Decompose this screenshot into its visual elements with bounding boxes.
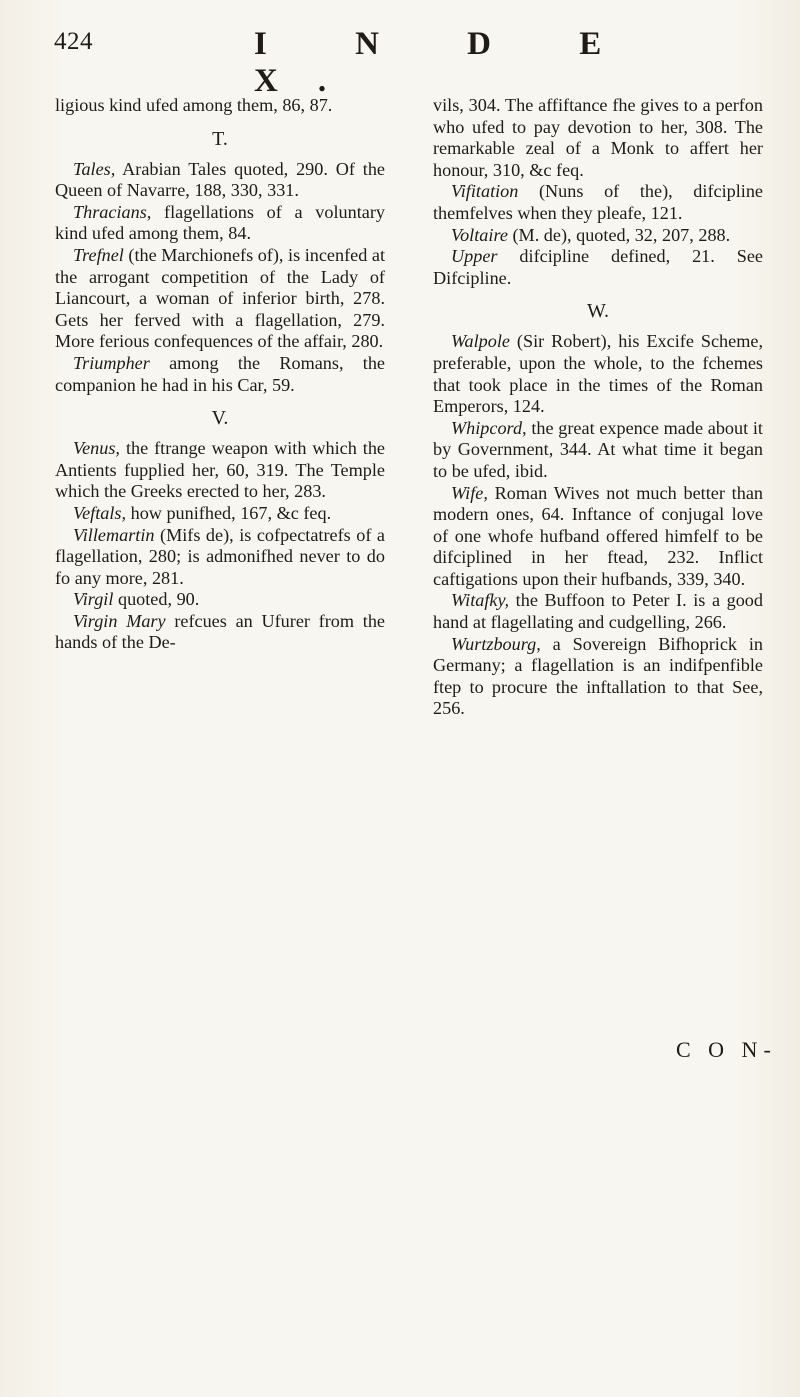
index-entry-continuation (433, 95, 763, 181)
index-entry (55, 589, 385, 611)
index-entry (55, 353, 385, 396)
index-entry (433, 225, 763, 247)
entry-term: Thracians, (73, 201, 152, 222)
index-entry (55, 611, 385, 654)
entry-text: ligious kind ufed among them, 86, 87. (55, 95, 333, 115)
index-entry (55, 503, 385, 525)
entry-term: Witafky, (451, 590, 510, 611)
section-letter: V. (211, 407, 229, 430)
section-letter: T. (212, 127, 228, 150)
entry-term: Wurtzbourg, (451, 633, 541, 654)
index-entry (433, 634, 763, 720)
index-column-left (55, 95, 385, 654)
entry-text: (M. de), quoted, 32, 207, 288. (507, 224, 731, 245)
entry-text: flagellations of a voluntary kind ufed among them, 84. (55, 201, 385, 244)
entry-text: vils, 304. The affiftance fhe gives to a perfon who ufed to pay devotion to her, 308. The remarkable zeal of a Monk to affert her honour, 310, &c feq. (433, 95, 763, 180)
entry-term: Virgil (73, 589, 114, 610)
entry-text: among the Romans, the companion he had in his Car, 59. (55, 352, 385, 395)
entry-term: Venus, (73, 438, 120, 459)
entry-text: the great expence made about it by Government, 344. At what time it began to be ufed, ibid. (433, 417, 763, 481)
index-entry (433, 246, 763, 289)
index-column-right (433, 95, 763, 720)
entry-term: Walpole (451, 331, 510, 352)
entry-text: a Sovereign Bifhoprick in Germany; a flagellation is an indifpenfible ftep to procure the inftallation to that See, 256. (433, 633, 763, 719)
index-entry (433, 418, 763, 483)
catchword: C O N- (676, 1037, 777, 1062)
section-letter: W. (586, 300, 610, 323)
entry-text: quoted, 90. (113, 589, 200, 610)
index-entry (55, 202, 385, 245)
entry-text: how punifhed, 167, &c feq. (126, 502, 332, 523)
entry-text: Roman Wives not much better than modern ones, 64. Inftance of conjugal love of one whofe hufband offered himfelf to be difciplined in her ftead, 232. Inflict caftigations upon their hufbands, 339, 340. (433, 482, 763, 589)
index-entry (433, 483, 763, 591)
entry-text: Arabian Tales quoted, 290. Of the Queen of Navarre, 188, 330, 331. (55, 158, 385, 201)
index-entry (55, 438, 385, 503)
entry-text: refcues an Ufurer from the hands of the De- (55, 610, 385, 653)
entry-text: (Nuns of the), difcipline themfelves when they pleafe, 121. (433, 181, 763, 223)
entry-text: the ftrange weapon with which the Antients fupplied her, 60, 319. The Temple which the Greeks erected to her, 283. (55, 438, 385, 502)
entry-term: Whipcord, (451, 417, 527, 438)
index-entry (433, 331, 763, 417)
page-header (54, 26, 774, 99)
entry-term: Virgin Mary (73, 610, 166, 631)
entry-text: difcipline defined, 21. See Difcipline. (433, 246, 763, 288)
entry-text: the Buffoon to Peter I. is a good hand at flagellating and cudgelling, 266. (433, 590, 763, 633)
index-entry (55, 525, 385, 590)
entry-text: (Sir Robert), his Excife Scheme, preferable, upon the whole, to the fchemes that took place in the times of the Roman Emperors, 124. (433, 331, 763, 417)
entry-term: Voltaire (451, 224, 508, 245)
entry-term: Tales, (73, 158, 116, 179)
index-entry (55, 245, 385, 353)
index-entry (433, 181, 763, 224)
entry-text: (Mifs de), is cofpectatrefs of a flagellation, 280; is admonifhed never to do fo any more, 281. (55, 524, 385, 588)
entry-term: Vifitation (451, 181, 519, 202)
index-entry (55, 159, 385, 202)
running-title: I N D E X. (254, 26, 642, 99)
entry-term: Trefnel (73, 244, 124, 265)
page-number: 424 (54, 28, 93, 55)
index-entry-continuation (55, 95, 385, 117)
entry-term: Triumpher (73, 352, 150, 373)
entry-term: Villemartin (73, 524, 155, 545)
entry-term: Veftals, (73, 502, 127, 523)
entry-term: Wife, (451, 482, 488, 503)
entry-text: (the Marchionefs of), is incenfed at the arrogant competition of the Lady of Liancourt, a woman of inferior birth, 278. Gets her ferved with a flagellation, 279. More ferious confequences of the affair, 280. (55, 244, 385, 352)
entry-term: Upper (451, 246, 498, 267)
index-entry (433, 590, 763, 633)
